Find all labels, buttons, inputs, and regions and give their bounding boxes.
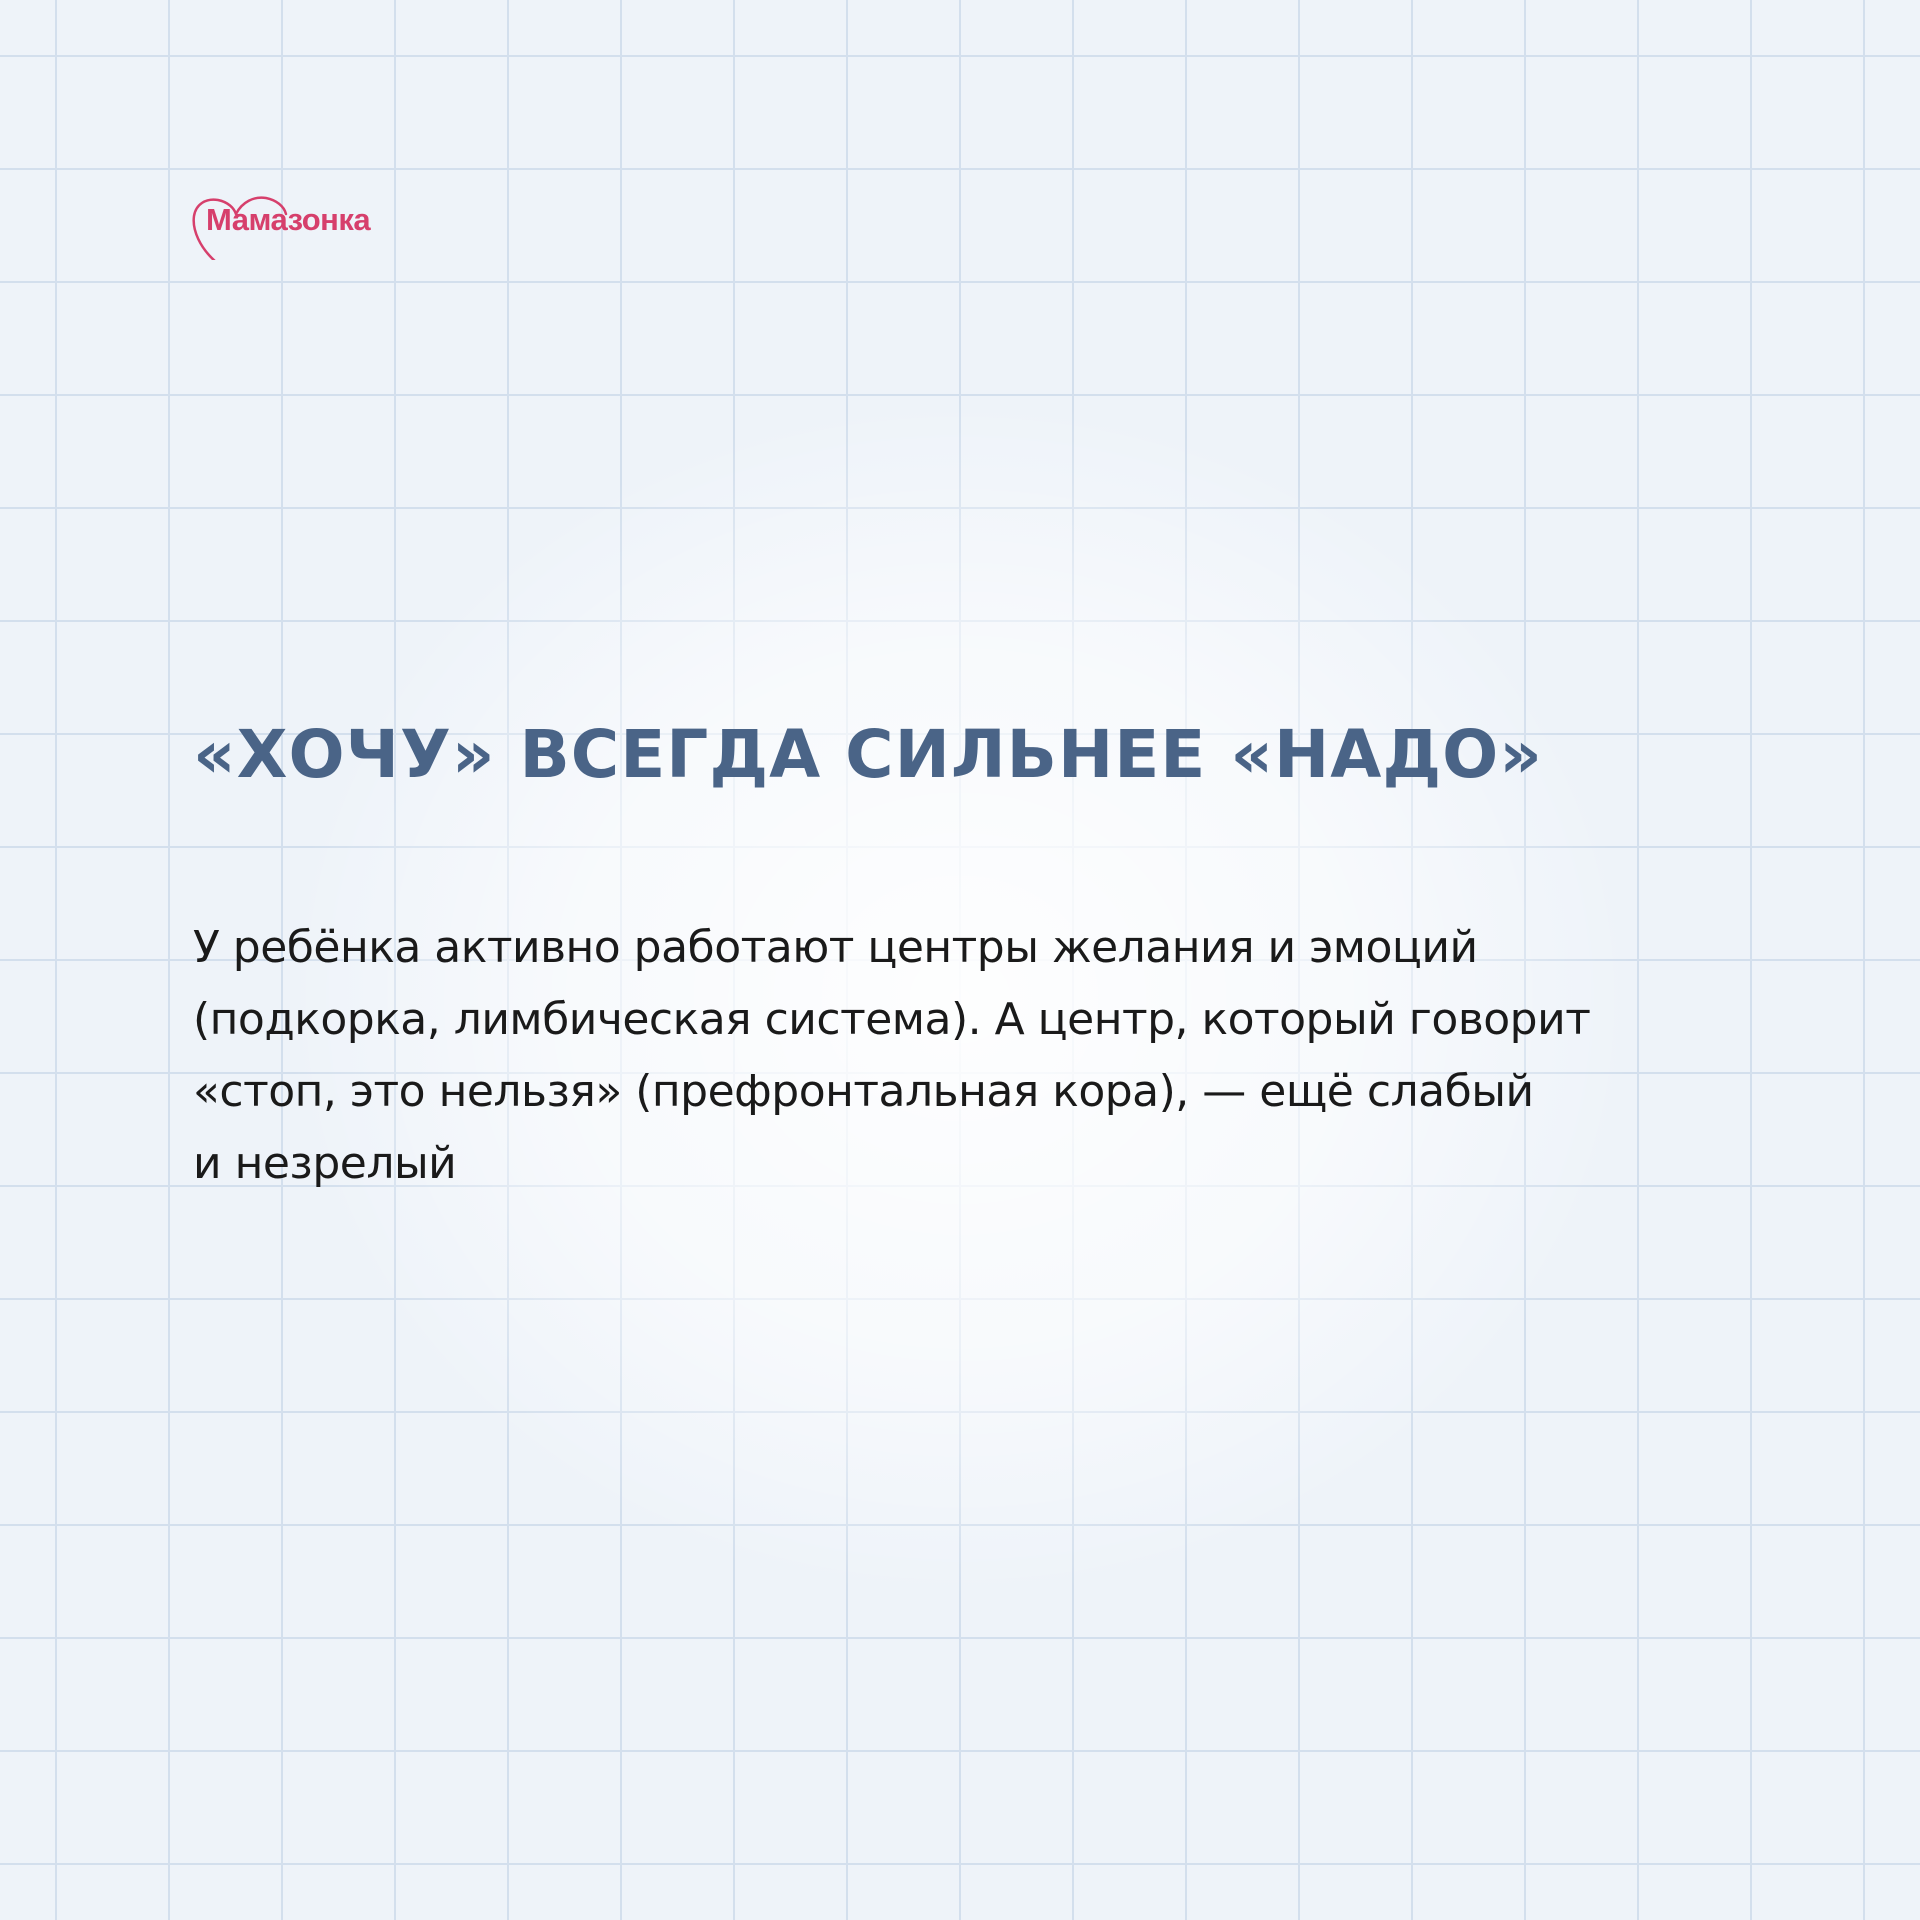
brand-logo: [190, 190, 390, 260]
body-line: (подкорка, лимбическая система). А центр, который говорит: [193, 994, 1591, 1045]
body-line: У ребёнка активно работают центры желания и эмоций: [193, 922, 1478, 973]
page-title: «ХОЧУ» ВСЕГДА СИЛЬНЕЕ «НАДО»: [193, 716, 1543, 793]
brand-logo-text: Мамазонка: [206, 202, 371, 237]
body-paragraph: [193, 912, 1753, 1200]
body-line: «стоп, это нельзя» (префронтальная кора), — ещё слабый: [193, 1066, 1534, 1117]
body-line: и незрелый: [193, 1138, 457, 1189]
